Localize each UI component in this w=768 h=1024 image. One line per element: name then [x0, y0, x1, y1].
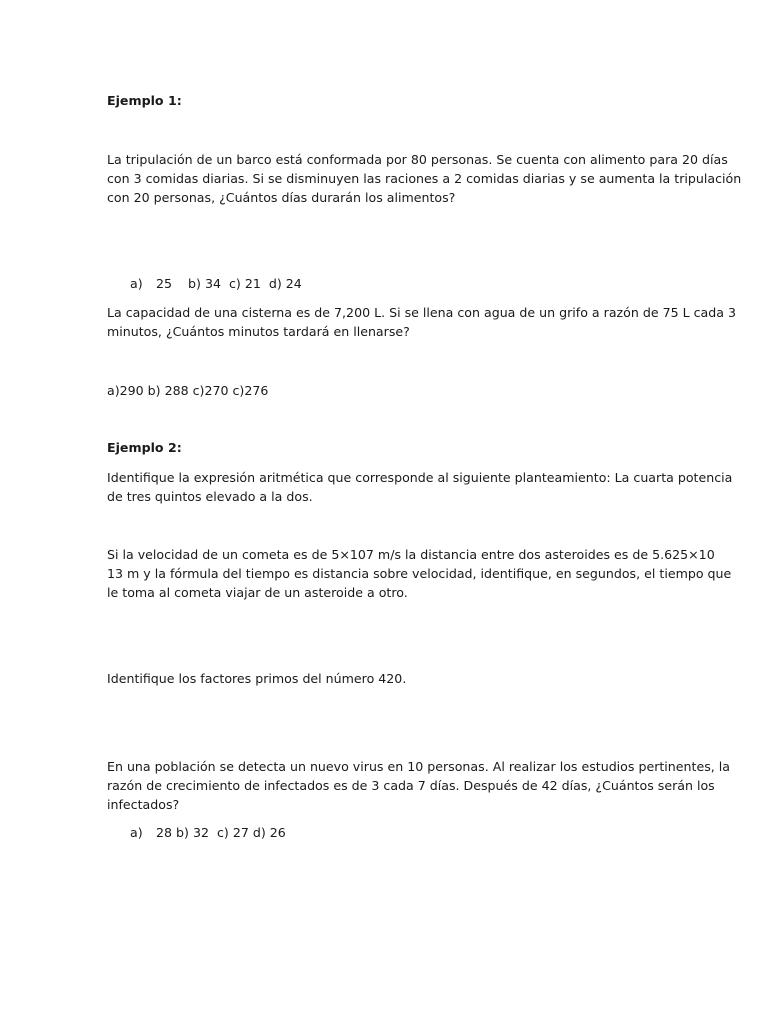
problem-arithmetic-expression: [107, 468, 733, 506]
problem-virus-growth: [107, 757, 730, 814]
paragraph-line: razón de crecimiento de infectados es de 3 cada 7 días. Después de 42 días, ¿Cuántos serán los: [107, 778, 715, 793]
answer-options-text: 28 b) 32 c) 27 d) 26: [152, 825, 286, 840]
paragraph-line: La capacidad de una cisterna es de 7,200 L. Si se llena con agua de un grifo a razón de 75 L cada 3: [107, 305, 737, 320]
paragraph-line: 13 m y la fórmula del tiempo es distancia sobre velocidad, identifique, en segundos, el tiempo que: [107, 566, 732, 581]
paragraph-line: con 20 personas, ¿Cuántos días durarán los alimentos?: [107, 190, 456, 205]
answer-options-text: 25 b) 34 c) 21 d) 24: [152, 276, 302, 291]
paragraph-line: de tres quintos elevado a la dos.: [107, 489, 313, 504]
problem-prime-factors: [107, 669, 667, 688]
problem-cistern: [107, 303, 737, 341]
paragraph-line: Si la velocidad de un cometa es de 5×107 m/s la distancia entre dos asteroides es de 5.625×10: [107, 547, 715, 562]
example-2-heading: Ejemplo 2:: [107, 440, 182, 455]
answer-options-crew-food: [130, 274, 302, 293]
paragraph-line: Identifique la expresión aritmética que corresponde al siguiente planteamiento: La cuarta potencia: [107, 470, 733, 485]
list-marker: a): [130, 825, 143, 840]
paragraph-line: En una población se detecta un nuevo virus en 10 personas. Al realizar los estudios pertinentes, la: [107, 759, 730, 774]
problem-crew-food: [107, 150, 742, 207]
paragraph-line: Identifique los factores primos del número 420.: [107, 671, 407, 686]
list-marker: a): [130, 276, 143, 291]
paragraph-line: minutos, ¿Cuántos minutos tardará en llenarse?: [107, 324, 410, 339]
paragraph-line: La tripulación de un barco está conformada por 80 personas. Se cuenta con alimento para 20 días: [107, 152, 728, 167]
answer-options-cistern: a)290 b) 288 c)270 c)276: [107, 383, 269, 398]
problem-comet-velocity: [107, 545, 732, 602]
paragraph-line: con 3 comidas diarias. Si se disminuyen las raciones a 2 comidas diarias y se aumenta la tripulación: [107, 171, 742, 186]
example-1-heading: Ejemplo 1:: [107, 93, 182, 108]
paragraph-line: infectados?: [107, 797, 180, 812]
answer-options-virus-growth: [130, 823, 286, 842]
paragraph-line: le toma al cometa viajar de un asteroide a otro.: [107, 585, 408, 600]
